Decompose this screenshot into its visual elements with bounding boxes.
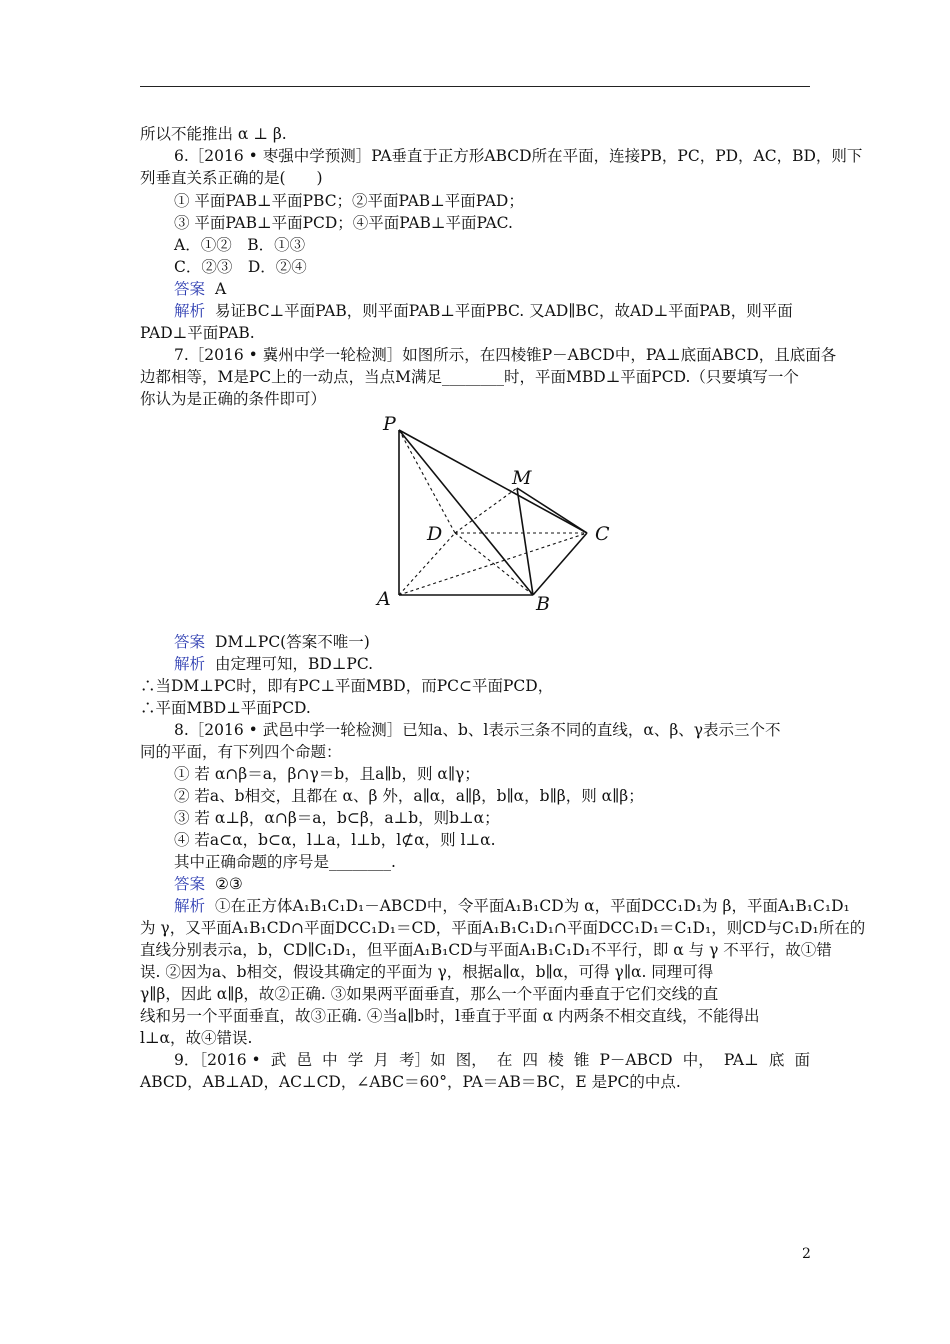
question-8: 8.［2016 • 武邑中学一轮检测］已知a、b、l表示三条不同的直线，α、β、γ表示三个不 (174, 721, 781, 739)
analysis-label: 解析 (174, 897, 206, 915)
text-line: 直线分别表示a，b，CD∥C₁D₁，但平面A₁B₁CD与平面A₁B₁C₁D₁不平行，即 α 与 γ 不平行，故①错 (140, 941, 832, 959)
q9-token: 四 (522, 1051, 539, 1069)
proposition-line: ④ 若a⊂α，b⊂α，l⊥a，l⊥b，l⊄α，则 l⊥α. (174, 831, 496, 849)
analysis-line (174, 653, 810, 675)
q9-token: P－ABCD (599, 1051, 673, 1069)
analysis-text: ①在正方体A₁B₁C₁D₁－ABCD中，令平面A₁B₁CD为 α，平面DCC₁D₁为 β，平面A₁B₁C₁D₁ (215, 897, 850, 915)
pyramid-figure (355, 410, 625, 622)
label-B: B (536, 593, 550, 615)
analysis-text: 易证BC⊥平面PAB，则平面PAB⊥平面PBC. 又AD∥BC，故AD⊥平面PAB，则平面 (215, 302, 793, 320)
choice-line: C．②③ D．②④ (174, 258, 307, 276)
pyramid-diagram (355, 410, 625, 622)
text-line: 误. ②因为a、b相交，假设其确定的平面为 γ，根据a∥α，b∥α，可得 γ∥α. 同理可得 (140, 963, 714, 981)
q9-token: 9．［2016 • (174, 1051, 261, 1069)
choice-line: A．①② B．①③ (174, 236, 306, 254)
q9-token: 中， (682, 1051, 714, 1069)
text-line: 线和另一个平面垂直，故③正确. ④当a∥b时，l垂直于平面 α 内两条不相交直线，不能得出 (140, 1007, 760, 1025)
q9-token: 武 (270, 1051, 287, 1069)
q9-token: 图， (455, 1051, 487, 1069)
text-line: PAD⊥平面PAB. (140, 324, 255, 342)
label-D: D (427, 523, 443, 545)
analysis-label: 解析 (174, 302, 206, 320)
analysis-line (174, 895, 850, 917)
q9-token: PA⊥ (723, 1051, 759, 1069)
question-7: 7.［2016 • 冀州中学一轮检测］如图所示，在四棱锥P－ABCD中，PA⊥底面ABCD，且底面各 (174, 346, 837, 364)
analysis-label: 解析 (174, 655, 206, 673)
answer-text: ②③ (215, 875, 243, 893)
q9-token: 考］如 (399, 1051, 446, 1069)
text-line: l⊥α，故④错误. (140, 1029, 253, 1047)
text-line: 为 γ，又平面A₁B₁CD∩平面DCC₁D₁＝CD，平面A₁B₁C₁D₁∩平面DCC₁D₁＝C₁D₁，则CD与C₁D₁所在的 (140, 919, 866, 937)
proposition-line: ① 若 α∩β＝a，β∩γ＝b，且a∥b，则 α∥γ； (174, 765, 480, 783)
question-6: 6.［2016 • 枣强中学预测］PA垂直于正方形ABCD所在平面，连接PB，PC，PD，AC，BD，则下 (174, 147, 863, 165)
answer-line (174, 873, 810, 895)
question-9 (174, 1049, 810, 1071)
option-line: ③ 平面PAB⊥平面PCD；④平面PAB⊥平面PAC. (174, 214, 513, 232)
text-line: ABCD，AB⊥AD，AC⊥CD，∠ABC＝60°，PA＝AB＝BC，E 是PC的中点. (140, 1073, 681, 1091)
page-number: 2 (802, 1246, 811, 1262)
q9-token: 中 (322, 1051, 338, 1069)
answer-label: 答案 (174, 633, 206, 651)
analysis-text: 由定理可知，BD⊥PC. (215, 655, 374, 673)
q9-token: 在 (496, 1051, 513, 1069)
option-line: ① 平面PAB⊥平面PBC；②平面PAB⊥平面PAD； (174, 192, 524, 210)
text-line: 所以不能推出 α ⊥ β. (140, 125, 287, 143)
answer-line (174, 278, 810, 300)
q9-token: 月 (373, 1051, 389, 1069)
label-A: A (377, 588, 391, 610)
q9-token: 底 (768, 1051, 785, 1069)
text-line: 边都相等，M是PC上的一动点，当点M满足________时，平面MBD⊥平面PCD.（只要填写一个 (140, 368, 799, 386)
answer-text: DM⊥PC(答案不唯一) (215, 633, 370, 651)
answer-label: 答案 (174, 280, 206, 298)
label-M: M (512, 467, 532, 489)
text-line: 同的平面，有下列四个命题： (140, 743, 342, 761)
text-line: γ∥β，因此 α∥β，故②正确. ③如果两平面垂直，那么一个平面内垂直于它们交线的直 (140, 985, 719, 1003)
q9-token: 面 (794, 1051, 810, 1069)
proposition-line: ② 若a、b相交，且都在 α、β 外，a∥α，a∥β，b∥α，b∥β，则 α∥β； (174, 787, 644, 805)
text-line: 其中正确命题的序号是________. (174, 853, 396, 871)
text-line: 你认为是正确的条件即可） (140, 390, 327, 408)
text-line: ∴平面MBD⊥平面PCD. (140, 699, 311, 717)
text-line: 列垂直关系正确的是( ) (140, 169, 323, 187)
proposition-line: ③ 若 α⊥β，α∩β＝a，b⊂β，a⊥b，则b⊥α； (174, 809, 500, 827)
answer-text: A (215, 280, 227, 298)
text-line: ∴当DM⊥PC时，即有PC⊥平面MBD，而PC⊂平面PCD， (140, 677, 554, 695)
q9-token: 学 (347, 1051, 364, 1069)
label-P: P (383, 413, 396, 435)
q9-token: 邑 (296, 1051, 312, 1069)
answer-label: 答案 (174, 875, 206, 893)
analysis-line (174, 300, 810, 322)
answer-line (174, 631, 810, 653)
label-C: C (595, 523, 610, 545)
q9-token: 锥 (573, 1051, 590, 1069)
header-rule (140, 86, 810, 87)
q9-token: 棱 (548, 1051, 564, 1069)
